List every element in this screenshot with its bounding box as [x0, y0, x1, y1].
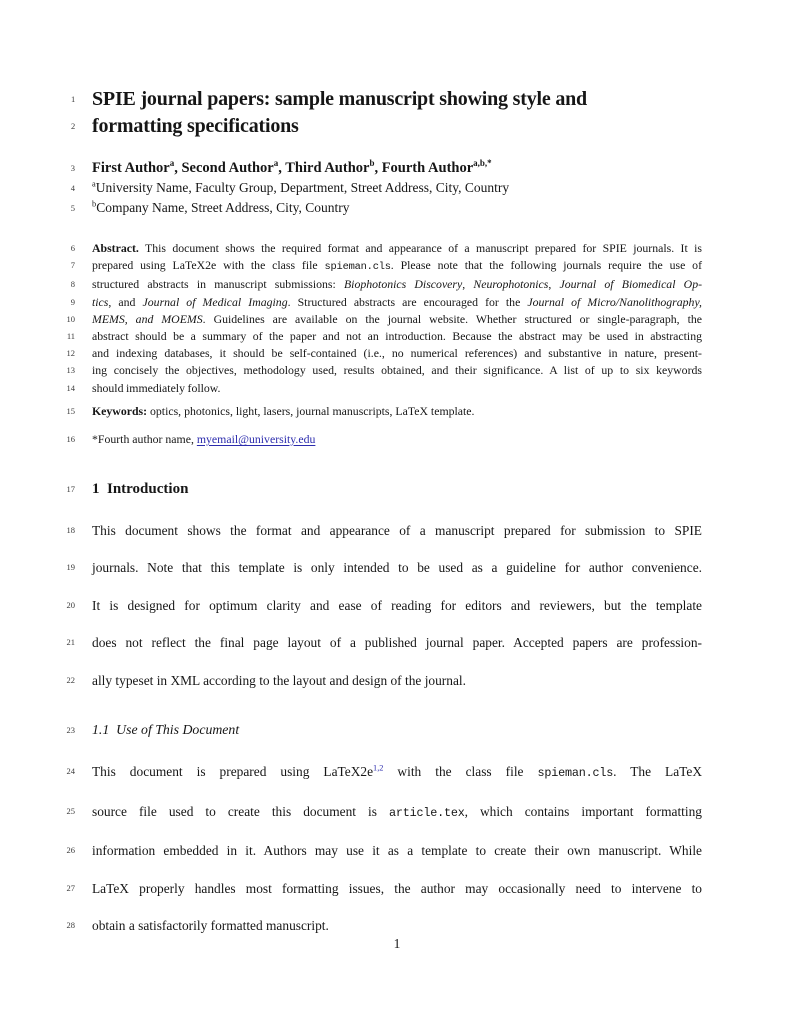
email-link[interactable]: myemail@university.edu — [196, 431, 316, 446]
line-20 — [66, 587, 702, 625]
text-segment: This document shows the format and appearance of a manuscript prepared for submission to SPIE — [92, 522, 702, 538]
page-number: 1 — [393, 936, 401, 951]
affiliations — [70, 178, 702, 218]
subsection-heading-use-of-this-document — [66, 719, 702, 741]
line-text — [92, 719, 702, 741]
line-text — [92, 662, 702, 700]
text-segment: with the class file — [383, 764, 538, 780]
line-number: 26 — [66, 845, 75, 856]
text-segment: , Third Author — [278, 160, 370, 176]
line-26 — [66, 832, 702, 870]
line-9 — [70, 294, 702, 311]
line-text — [92, 276, 702, 293]
text-segment: Abstract. — [92, 241, 139, 255]
text-segment: 1 Introduction — [92, 480, 189, 497]
line-text — [92, 86, 702, 113]
line-number: 23 — [66, 725, 75, 736]
text-segment: , and — [108, 294, 143, 309]
text-segment: Journal of Biomedical Op- — [559, 277, 703, 292]
text-segment: prepared using LaTeX2e with the class file — [92, 258, 325, 273]
text-segment: tics — [92, 294, 109, 309]
line-number: 18 — [66, 524, 75, 535]
line-text — [92, 178, 702, 198]
line-number: 25 — [66, 805, 75, 816]
keywords — [66, 403, 702, 420]
line-text — [92, 345, 702, 362]
line-number: 4 — [70, 183, 75, 193]
text-segment: LaTeX properly handles most formatting issues, the author may occasionally need to intervene to — [92, 880, 702, 896]
line-number: 2 — [70, 121, 75, 131]
line-text — [92, 311, 702, 328]
text-segment: a — [169, 158, 175, 169]
line-8 — [70, 276, 703, 293]
line-text — [92, 113, 702, 140]
text-segment: article.tex — [389, 805, 465, 820]
line-text — [92, 624, 702, 662]
line-text — [92, 240, 702, 257]
line-number: 8 — [70, 279, 75, 290]
line-number: 9 — [70, 296, 75, 307]
line-24 — [66, 753, 702, 793]
line-text — [92, 832, 702, 870]
line-23 — [66, 719, 702, 741]
text-segment: a — [273, 158, 279, 169]
text-segment: obtain a satisfactorily formatted manuscript. — [92, 918, 329, 934]
text-segment: abstract should be a summary of the paper and not an introduction. Because the abstract may be used in abstracting — [92, 329, 702, 344]
line-text — [92, 198, 702, 218]
line-number: 17 — [66, 483, 75, 494]
text-segment: Journal of Medical Imaging — [142, 294, 288, 309]
text-segment: This document is prepared using LaTeX2e — [92, 764, 374, 780]
line-number: 11 — [66, 331, 75, 342]
line-13 — [66, 362, 702, 379]
line-number: 7 — [70, 260, 75, 271]
author-list — [70, 158, 702, 178]
text-segment: , which contains important formatting — [464, 803, 702, 819]
text-segment: Neurophotonics — [473, 277, 549, 292]
line-2 — [70, 113, 702, 140]
line-text — [92, 362, 702, 379]
line-text — [92, 403, 702, 420]
text-segment: should immediately follow. — [92, 380, 221, 395]
text-segment: spieman.cls — [324, 261, 391, 274]
use-of-document-paragraph — [66, 753, 702, 945]
text-segment: 1.1 Use of This Document — [92, 722, 240, 738]
text-segment: University Name, Faculty Group, Department, Street Address, City, Country — [95, 180, 510, 195]
text-segment: information embedded in it. Authors may use it as a template to create their own manuscript. While — [92, 843, 702, 859]
line-number: 24 — [66, 766, 75, 777]
section-heading-introduction — [66, 478, 702, 500]
text-segment: , — [462, 277, 474, 292]
line-5 — [70, 198, 702, 218]
text-segment: a — [92, 179, 96, 189]
text-segment: source file used to create this document is — [92, 803, 390, 819]
line-3 — [70, 158, 702, 178]
text-segment: and indexing databases, it should be self-contained (i.e., no numerical references) and substantive in nature, present- — [92, 346, 702, 361]
citation-link[interactable]: 1,2 — [373, 763, 384, 773]
line-18 — [66, 512, 702, 550]
author-note — [66, 431, 702, 448]
line-number: 3 — [70, 163, 75, 173]
line-text — [92, 478, 702, 500]
line-7 — [70, 257, 702, 276]
text-segment: , Fourth Author — [374, 160, 474, 176]
abstract — [66, 240, 703, 397]
line-number: 12 — [66, 348, 75, 359]
line-16 — [66, 431, 702, 448]
line-25 — [66, 793, 702, 833]
text-segment: *Fourth author name, — [92, 431, 197, 446]
text-segment: It is designed for optimum clarity and ease of reading for editors and reviewers, but the template — [92, 597, 702, 613]
text-segment: Biophotonics Discovery — [343, 277, 463, 292]
line-number: 28 — [66, 920, 75, 931]
line-27 — [66, 870, 702, 908]
text-segment: ally typeset in XML according to the layout and design of the journal. — [92, 672, 466, 688]
text-segment: b — [369, 158, 375, 169]
line-number: 15 — [66, 405, 75, 416]
text-segment: formatting specifications — [92, 115, 299, 137]
paper-title — [70, 86, 702, 140]
line-text — [92, 328, 702, 345]
line-15 — [66, 403, 702, 420]
line-1 — [70, 86, 702, 113]
text-segment: structured abstracts in manuscript submissions: — [92, 277, 344, 292]
text-segment: . Structured abstracts are encouraged for the — [287, 294, 528, 309]
text-segment: does not reflect the final page layout of a published journal paper. Accepted papers are profession- — [92, 635, 702, 651]
line-number: 13 — [66, 365, 75, 376]
line-number: 16 — [66, 433, 75, 444]
document-body — [66, 86, 703, 945]
text-segment: b — [92, 199, 97, 209]
line-number: 6 — [70, 243, 75, 253]
text-segment: journals. Note that this template is only intended to be used as a guideline for author convenience. — [92, 560, 702, 576]
text-segment: , Second Author — [174, 160, 274, 176]
line-number: 5 — [70, 203, 75, 213]
line-text — [92, 257, 702, 276]
intro-paragraph — [66, 512, 702, 700]
text-segment: spieman.cls — [537, 766, 614, 781]
line-number: 27 — [66, 882, 75, 893]
line-text — [92, 380, 702, 397]
text-segment: , — [548, 277, 560, 292]
line-number: 19 — [66, 562, 75, 573]
line-text — [92, 793, 702, 833]
text-segment: optics, photonics, light, lasers, journal manuscripts, LaTeX template. — [147, 403, 475, 418]
line-17 — [66, 478, 702, 500]
line-11 — [66, 328, 702, 345]
line-text — [92, 587, 702, 625]
text-segment: . The LaTeX — [613, 764, 702, 780]
line-number: 22 — [66, 674, 75, 685]
text-segment: . Please note that the following journals require the use of — [390, 258, 702, 273]
line-text — [92, 158, 702, 178]
line-10 — [66, 311, 702, 328]
line-4 — [70, 178, 702, 198]
text-segment: Journal of Micro/Nanolithography, — [527, 294, 702, 309]
text-segment: SPIE journal papers: sample manuscript showing style and — [92, 88, 587, 110]
text-segment: This document shows the required format and appearance of a manuscript prepared for SPIE journals. It is — [138, 241, 702, 255]
text-segment: MEMS, and MOEMS — [92, 311, 203, 326]
line-6 — [70, 240, 702, 257]
line-text — [92, 512, 702, 550]
line-19 — [66, 549, 702, 587]
line-number: 21 — [66, 637, 75, 648]
text-segment: a,b,* — [473, 158, 492, 169]
line-text — [92, 431, 702, 448]
line-22 — [66, 662, 702, 700]
line-12 — [66, 345, 702, 362]
text-segment: Company Name, Street Address, City, Country — [96, 200, 350, 215]
line-text — [92, 753, 702, 793]
line-text — [92, 549, 702, 587]
line-text — [92, 870, 702, 908]
text-segment: First Author — [92, 160, 170, 176]
line-21 — [66, 624, 702, 662]
line-number: 20 — [66, 599, 75, 610]
line-14 — [66, 380, 702, 397]
line-number: 1 — [70, 94, 75, 104]
line-number: 14 — [66, 382, 75, 393]
text-segment: . Guidelines are available on the journal website. Whether structured or single-paragraph, the — [202, 311, 702, 326]
line-text — [92, 294, 702, 311]
text-segment: ing concisely the objectives, methodology used, results obtained, and their significance. A list of up to six keywords — [92, 363, 702, 378]
text-segment: Keywords: — [92, 403, 148, 418]
line-number: 10 — [66, 313, 75, 324]
